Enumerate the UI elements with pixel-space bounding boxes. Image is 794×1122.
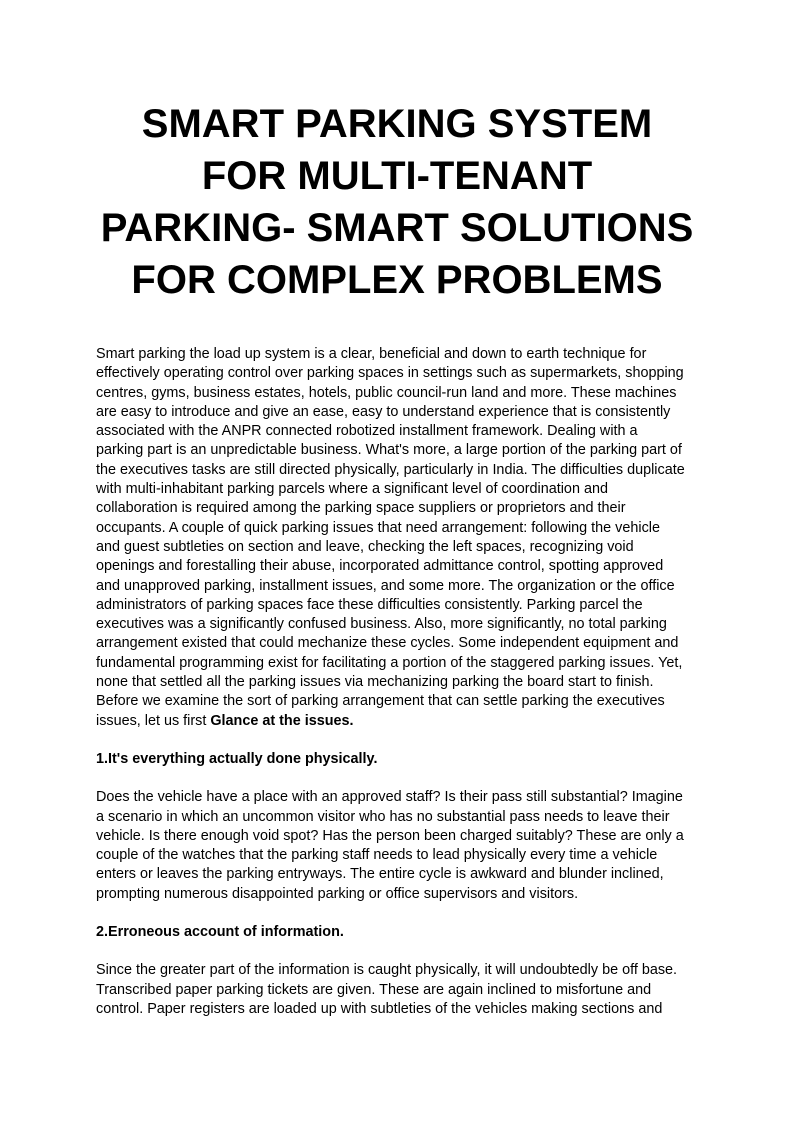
document-body bbox=[96, 345, 706, 1019]
text-line: occupants. A couple of quick parking issues that need arrangement: following the vehicle bbox=[96, 519, 660, 536]
text-line-last bbox=[96, 712, 706, 731]
text-line: Since the greater part of the information is caught physically, it will undoubtedly be off base. bbox=[96, 962, 678, 979]
bold-phrase: Glance at the issues. bbox=[210, 712, 354, 729]
text-line: with multi-inhabitant parking parcels where a significant level of coordination and bbox=[96, 481, 608, 498]
text-line: executives was a significantly confused business. Also, more significantly, no total parking bbox=[96, 616, 667, 633]
text-line: administrators of parking spaces face these difficulties consistently. Parking parcel the bbox=[96, 596, 643, 613]
text-line: Before we examine the sort of parking arrangement that can settle parking the executives bbox=[96, 693, 665, 710]
intro-paragraph bbox=[96, 345, 706, 731]
paragraph-gap bbox=[96, 769, 706, 788]
text-line: couple of the watches that the parking staff needs to lead physically every time a vehicle bbox=[96, 847, 658, 864]
text-line: collaboration is required among the parking space suppliers or proprietors and their bbox=[96, 500, 626, 517]
text-line: Smart parking the load up system is a clear, beneficial and down to earth technique for bbox=[96, 346, 647, 362]
text-line: and guest subtleties on section and leave, checking the left spaces, recognizing void bbox=[96, 538, 634, 555]
paragraph-gap bbox=[96, 731, 706, 750]
document-title bbox=[60, 98, 734, 306]
section-1-paragraph bbox=[96, 788, 706, 904]
text-line: enters or leaves the parking entryways. The entire cycle is awkward and blunder inclined, bbox=[96, 866, 664, 883]
title-line: PARKING- SMART SOLUTIONS bbox=[100, 206, 694, 250]
text-line: vehicle. Is there enough void spot? Has the person been charged suitably? These are only a bbox=[96, 827, 684, 844]
text-line: the executives tasks are still directed physically, particularly in India. The difficulties duplicate bbox=[96, 461, 685, 478]
text-line: openings and forestalling their abuse, incorporated admittance control, spotting approved bbox=[96, 558, 664, 575]
section-heading-2: 2.Erroneous account of information. bbox=[96, 924, 344, 941]
section-heading-1: 1.It's everything actually done physically. bbox=[96, 750, 378, 767]
text-line: prompting numerous disappointed parking or office supervisors and visitors. bbox=[96, 885, 579, 902]
text-line: arrangement existed that could mechanize these cycles. Some independent equipment and bbox=[96, 635, 679, 652]
title-line: SMART PARKING SYSTEM bbox=[141, 102, 653, 146]
paragraph-gap bbox=[96, 942, 706, 961]
text-line: and unapproved parking, installment issues, and some more. The organization or the office bbox=[96, 577, 675, 594]
text-line: fundamental programming exist for facilitating a portion of the staggered parking issues. Yet, bbox=[96, 654, 683, 671]
text-line: parking part is an unpredictable business. What's more, a large portion of the parking part of bbox=[96, 442, 682, 459]
section-2-paragraph bbox=[96, 961, 706, 1019]
text-line: centres, gyms, business estates, hotels, public council-run land and more. These machines bbox=[96, 384, 677, 401]
text-line: are easy to introduce and give an ease, easy to understand experience that is consistently bbox=[96, 403, 671, 420]
text-line: effectively operating control over parking spaces in settings such as supermarkets, shopping bbox=[96, 365, 684, 382]
text-line: associated with the ANPR connected robotized installment framework. Dealing with a bbox=[96, 423, 638, 440]
text-line: none that settled all the parking issues via mechanizing parking the board start to finish. bbox=[96, 674, 654, 691]
paragraph-gap bbox=[96, 904, 706, 923]
title-line: FOR COMPLEX PROBLEMS bbox=[131, 258, 663, 302]
text-line: Does the vehicle have a place with an approved staff? Is their pass still substantial? Imagine bbox=[96, 789, 683, 806]
text-line: control. Paper registers are loaded up with subtleties of the vehicles making sections and bbox=[96, 1000, 663, 1017]
text-line: a scenario in which an uncommon visitor who has no substantial pass needs to leave their bbox=[96, 808, 670, 825]
text-fragment: issues, let us first bbox=[96, 712, 211, 729]
title-line: FOR MULTI-TENANT bbox=[201, 154, 593, 198]
text-line: Transcribed paper parking tickets are given. These are again inclined to misfortune and bbox=[96, 981, 652, 998]
